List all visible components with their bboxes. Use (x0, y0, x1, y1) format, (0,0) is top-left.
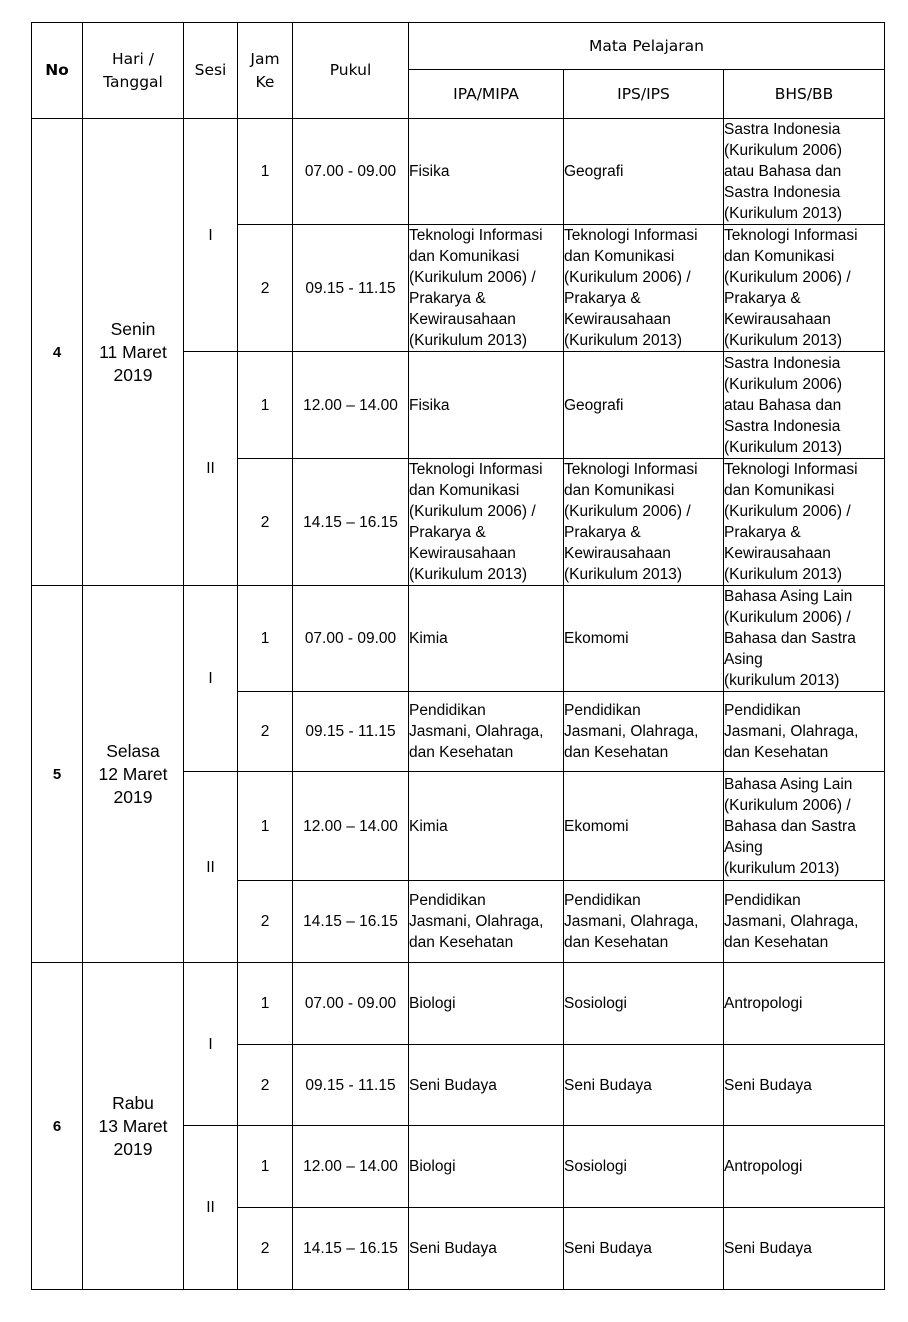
subject-line: Sastra Indonesia (724, 184, 841, 201)
day-date (83, 119, 184, 586)
subject-line: Seni Budaya (724, 1240, 812, 1257)
subject-line: dan Komunikasi (409, 248, 520, 265)
subject-ips (564, 881, 724, 963)
subject-line: (Kurikulum 2006) / (724, 609, 851, 626)
subject-bhs (724, 881, 885, 963)
subject-line: Fisika (409, 396, 450, 414)
subject-bhs (724, 459, 885, 586)
day-date-line: 2019 (113, 786, 153, 807)
subject-line: (Kurikulum 2006) / (724, 796, 851, 814)
day-number: 6 (32, 963, 83, 1290)
subject-bhs (724, 772, 885, 881)
subject-line: atau Bahasa dan (724, 163, 842, 180)
subject-bhs (724, 1126, 885, 1208)
subject-line: Kimia (409, 630, 448, 647)
header-jam-ke: Jam Ke (238, 23, 293, 119)
subject-line: Kewirausahaan (724, 311, 831, 328)
subject-line: Bahasa dan Sastra (724, 817, 856, 835)
subject-line: Bahasa Asing Lain (724, 775, 853, 793)
subject-line: dan Kesehatan (564, 744, 669, 761)
jam-ke: 1 (238, 1126, 293, 1208)
subject-line: Teknologi Informasi (724, 227, 858, 244)
subject-line: Bahasa Asing Lain (724, 588, 853, 605)
subject-line: dan Kesehatan (724, 744, 829, 761)
subject-line: Sastra Indonesia (724, 354, 841, 372)
subject-line: (Kurikulum 2013) (409, 332, 528, 349)
subject-line: (Kurikulum 2006) / (564, 503, 691, 520)
subject-bhs (724, 1045, 885, 1126)
exam-schedule-table (31, 22, 885, 1290)
table-row (32, 119, 885, 225)
subject-line: Geografi (564, 396, 624, 414)
jam-ke: 2 (238, 459, 293, 586)
subject-line: dan Kesehatan (409, 744, 514, 761)
time-range: 09.15 - 11.15 (293, 225, 409, 352)
subject-line: Jasmani, Olahraga, (409, 723, 544, 740)
subject-line: dan Komunikasi (724, 248, 835, 265)
session-number: I (184, 963, 238, 1126)
subject-line: dan Komunikasi (564, 248, 675, 265)
subject-line: Teknologi Informasi (409, 461, 543, 478)
subject-ipa (409, 352, 564, 459)
day-date-line: 13 Maret (98, 1115, 168, 1136)
time-range: 14.15 – 16.15 (293, 1208, 409, 1290)
subject-bhs (724, 225, 885, 352)
subject-line: Ekomomi (564, 630, 629, 647)
session-number: II (184, 352, 238, 586)
subject-bhs (724, 692, 885, 772)
subject-line: Kewirausahaan (409, 545, 516, 562)
day-date-line: Selasa (106, 740, 160, 761)
header-sesi: Sesi (184, 23, 238, 119)
subject-line: Bahasa dan Sastra (724, 630, 856, 647)
subject-line: Teknologi Informasi (724, 461, 858, 478)
subject-ips (564, 1208, 724, 1290)
jam-ke: 1 (238, 772, 293, 881)
subject-line: Biologi (409, 995, 456, 1012)
subject-line: Kewirausahaan (564, 545, 671, 562)
day-number: 4 (32, 119, 83, 586)
subject-line: Biologi (409, 1158, 456, 1175)
subject-line: Pendidikan (564, 892, 641, 909)
subject-ips (564, 1126, 724, 1208)
subject-line: (Kurikulum 2013) (724, 438, 843, 456)
subject-ipa (409, 692, 564, 772)
table-row (32, 586, 885, 692)
subject-line: (Kurikulum 2006) / (409, 503, 536, 520)
subject-ipa (409, 1126, 564, 1208)
subject-line: (Kurikulum 2013) (724, 332, 843, 349)
time-range: 07.00 - 09.00 (293, 963, 409, 1045)
subject-line: Seni Budaya (409, 1076, 497, 1094)
subject-line: (Kurikulum 2013) (724, 205, 843, 222)
day-number: 5 (32, 586, 83, 963)
subject-ips (564, 119, 724, 225)
subject-bhs (724, 586, 885, 692)
header-ipa: IPA/MIPA (409, 70, 564, 119)
subject-ipa (409, 225, 564, 352)
subject-line: Kewirausahaan (724, 545, 831, 562)
jam-ke: 2 (238, 1045, 293, 1126)
subject-line: dan Kesehatan (564, 934, 669, 951)
day-date-line: 2019 (113, 364, 153, 385)
subject-line: dan Kesehatan (409, 934, 514, 951)
subject-bhs (724, 1208, 885, 1290)
subject-line: (kurikulum 2013) (724, 672, 840, 689)
day-date (83, 963, 184, 1290)
subject-line: Ekomomi (564, 817, 629, 835)
subject-line: Asing (724, 651, 763, 668)
subject-line: Prakarya & (409, 290, 486, 307)
session-number: I (184, 586, 238, 772)
day-date-line: 2019 (113, 1138, 153, 1159)
subject-line: (Kurikulum 2006) / (724, 269, 851, 286)
jam-ke: 1 (238, 119, 293, 225)
subject-line: (Kurikulum 2006) / (564, 269, 691, 286)
subject-line: dan Komunikasi (724, 482, 835, 499)
jam-ke: 2 (238, 692, 293, 772)
subject-ips (564, 692, 724, 772)
subject-line: Asing (724, 838, 763, 856)
subject-line: (Kurikulum 2006) / (724, 503, 851, 520)
subject-line: (Kurikulum 2013) (724, 566, 843, 583)
subject-line: Pendidikan (724, 892, 801, 909)
subject-line: dan Komunikasi (564, 482, 675, 499)
day-date-line: 11 Maret (99, 341, 167, 362)
subject-line: (Kurikulum 2006) (724, 375, 843, 393)
subject-line: Prakarya & (409, 524, 486, 541)
day-date-line: 12 Maret (98, 763, 168, 784)
subject-line: Seni Budaya (409, 1240, 497, 1257)
subject-line: Pendidikan (564, 702, 641, 719)
subject-line: Seni Budaya (564, 1240, 652, 1257)
subject-line: Seni Budaya (724, 1076, 812, 1094)
subject-ips (564, 1045, 724, 1126)
subject-ips (564, 352, 724, 459)
subject-line: Antropologi (724, 995, 803, 1012)
subject-line: (Kurikulum 2006) (724, 142, 843, 159)
subject-bhs (724, 352, 885, 459)
subject-line: Kimia (409, 817, 448, 835)
subject-line: Sastra Indonesia (724, 417, 841, 435)
subject-line: Sosiologi (564, 1158, 627, 1175)
subject-line: Pendidikan (409, 702, 486, 719)
header-mata-pelajaran: Mata Pelajaran (409, 23, 885, 70)
subject-line: (Kurikulum 2006) / (409, 269, 536, 286)
subject-line: Seni Budaya (564, 1076, 652, 1094)
session-number: II (184, 1126, 238, 1290)
jam-ke: 1 (238, 352, 293, 459)
subject-line: Jasmani, Olahraga, (724, 913, 859, 930)
subject-ipa (409, 586, 564, 692)
subject-line: Jasmani, Olahraga, (564, 913, 699, 930)
subject-ipa (409, 1045, 564, 1126)
subject-ipa (409, 1208, 564, 1290)
subject-ipa (409, 881, 564, 963)
subject-ipa (409, 963, 564, 1045)
day-date-line: Rabu (112, 1092, 154, 1113)
subject-line: dan Kesehatan (724, 934, 829, 951)
subject-line: dan Komunikasi (409, 482, 520, 499)
subject-line: Teknologi Informasi (409, 227, 543, 244)
time-range: 12.00 – 14.00 (293, 1126, 409, 1208)
subject-ips (564, 586, 724, 692)
day-date-line: Senin (110, 318, 156, 339)
day-date (83, 586, 184, 963)
subject-ips (564, 772, 724, 881)
jam-ke: 2 (238, 1208, 293, 1290)
subject-line: Prakarya & (564, 290, 641, 307)
time-range: 12.00 – 14.00 (293, 352, 409, 459)
jam-ke: 1 (238, 963, 293, 1045)
subject-line: Sosiologi (564, 995, 627, 1012)
jam-ke: 2 (238, 225, 293, 352)
subject-line: Teknologi Informasi (564, 227, 698, 244)
subject-line: Jasmani, Olahraga, (724, 723, 859, 740)
header-ips: IPS/IPS (564, 70, 724, 119)
subject-line: Geografi (564, 163, 624, 180)
time-range: 09.15 - 11.15 (293, 692, 409, 772)
time-range: 14.15 – 16.15 (293, 459, 409, 586)
subject-ips (564, 225, 724, 352)
subject-line: Pendidikan (724, 702, 801, 719)
header-pukul: Pukul (293, 23, 409, 119)
subject-line: (Kurikulum 2013) (564, 566, 683, 583)
time-range: 07.00 - 09.00 (293, 119, 409, 225)
session-number: II (184, 772, 238, 963)
subject-bhs (724, 119, 885, 225)
subject-line: (Kurikulum 2013) (564, 332, 683, 349)
header-no: No (32, 23, 83, 119)
schedule-body (32, 119, 885, 1290)
subject-line: (kurikulum 2013) (724, 859, 840, 877)
subject-ipa (409, 772, 564, 881)
subject-line: Fisika (409, 163, 450, 180)
subject-ips (564, 459, 724, 586)
subject-line: Sastra Indonesia (724, 121, 841, 138)
subject-line: Prakarya & (564, 524, 641, 541)
subject-line: Prakarya & (724, 524, 801, 541)
time-range: 09.15 - 11.15 (293, 1045, 409, 1126)
subject-line: atau Bahasa dan (724, 396, 842, 414)
subject-line: Jasmani, Olahraga, (409, 913, 544, 930)
subject-ipa (409, 119, 564, 225)
subject-line: Pendidikan (409, 892, 486, 909)
session-number: I (184, 119, 238, 352)
subject-line: Teknologi Informasi (564, 461, 698, 478)
subject-line: Kewirausahaan (409, 311, 516, 328)
subject-ips (564, 963, 724, 1045)
subject-line: Prakarya & (724, 290, 801, 307)
time-range: 07.00 - 09.00 (293, 586, 409, 692)
subject-bhs (724, 963, 885, 1045)
table-row (32, 963, 885, 1045)
time-range: 12.00 – 14.00 (293, 772, 409, 881)
subject-ipa (409, 459, 564, 586)
subject-line: (Kurikulum 2013) (409, 566, 528, 583)
header-hari-tanggal: Hari / Tanggal (83, 23, 184, 119)
jam-ke: 1 (238, 586, 293, 692)
header-bhs: BHS/BB (724, 70, 885, 119)
time-range: 14.15 – 16.15 (293, 881, 409, 963)
subject-line: Jasmani, Olahraga, (564, 723, 699, 740)
jam-ke: 2 (238, 881, 293, 963)
subject-line: Antropologi (724, 1158, 803, 1175)
subject-line: Kewirausahaan (564, 311, 671, 328)
